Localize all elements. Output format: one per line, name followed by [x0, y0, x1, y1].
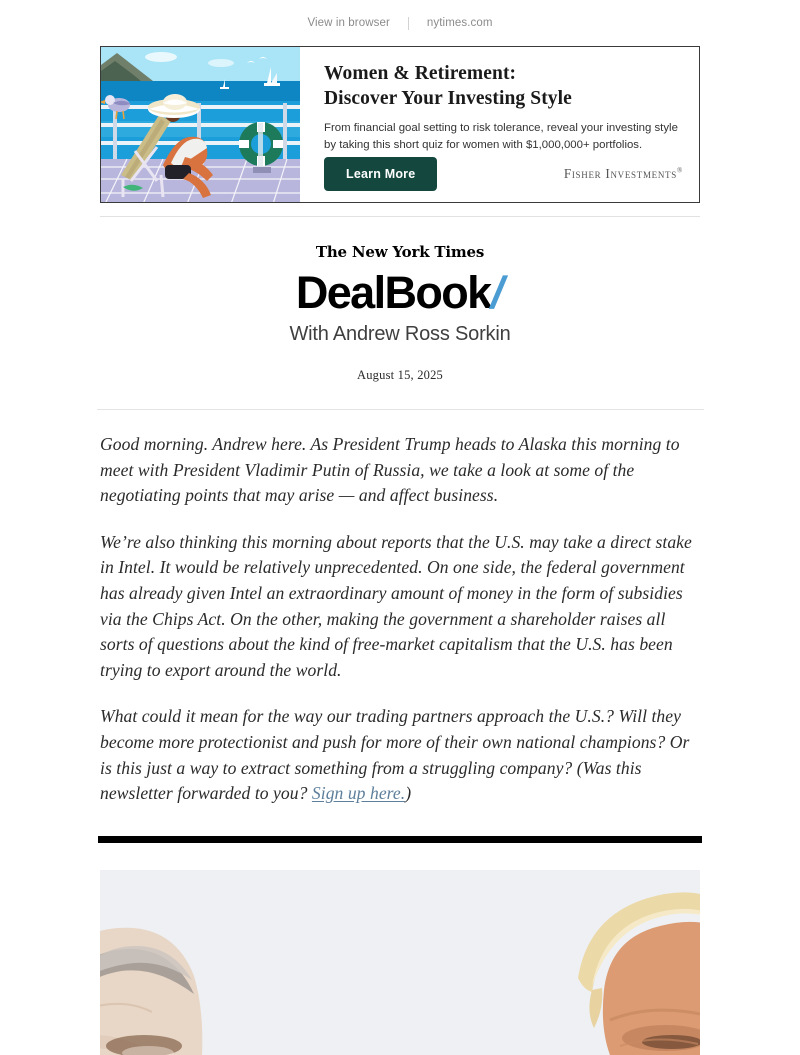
- nytimes-site-link[interactable]: nytimes.com: [426, 17, 493, 29]
- advertisement-headline-line2: Discover Your Investing Style: [324, 88, 572, 109]
- article-body: [100, 410, 700, 807]
- registered-mark-icon: ®: [676, 166, 683, 175]
- advertisement-headline: [324, 61, 683, 111]
- nyt-logo[interactable]: The New York Times: [315, 243, 485, 261]
- dealbook-slash-icon: /: [485, 267, 511, 318]
- advertisement-headline-line1: Women & Retirement:: [324, 63, 517, 84]
- dealbook-name: DealBook: [295, 267, 491, 318]
- view-in-browser-link[interactable]: View in browser: [307, 17, 390, 29]
- beach-illustration-icon: [101, 47, 300, 202]
- advertisement-footer: [324, 157, 683, 191]
- preheader-bar: [0, 0, 800, 46]
- fisher-investments-logo: [564, 166, 683, 182]
- issue-date: August 15, 2025: [357, 368, 443, 382]
- preheader-divider: [408, 17, 409, 30]
- sign-up-here-link[interactable]: Sign up here.: [311, 783, 406, 804]
- newsletter-byline: With Andrew Ross Sorkin: [289, 323, 511, 345]
- hero-photo[interactable]: [100, 870, 700, 1055]
- advertisement-illustration: [101, 47, 300, 202]
- advertisement-subtext: From financial goal setting to risk tolerance, reveal your investing style by taking this short quiz for women with $1,000,000+ portfolios.: [324, 122, 678, 151]
- newsletter-masthead: [100, 217, 700, 383]
- lede-paragraph-3-close: ): [405, 783, 412, 804]
- lede-paragraph-3-text: What could it mean for the way our trading partners approach the U.S.? Will they become more protectionist and push for more of their own national champions? Or is this just a way to extract something from a struggling company? (Was this newsletter forwarded to you?: [100, 706, 690, 804]
- sponsor-name: Fisher Investments: [563, 166, 677, 181]
- advertisement-banner[interactable]: [100, 46, 700, 203]
- section-divider-rule: [98, 836, 702, 843]
- lede-paragraph-2: We’re also thinking this morning about reports that the U.S. may take a direct stake in Intel. It would be relatively unprecedented. On one side, the federal government has already given Intel an extraordinary amount of money in the form of subsidies via the Chips Act. On the other, making the government a shareholder raises all sorts of questions about the kind of free-market capitalism that the U.S. has been trying to export around the world.: [100, 531, 692, 680]
- dealbook-wordmark[interactable]: [100, 267, 700, 318]
- learn-more-button[interactable]: Learn More: [324, 157, 437, 191]
- advertisement-content: [300, 47, 699, 202]
- lede-paragraph-1: Good morning. Andrew here. As President Trump heads to Alaska this morning to meet with President Vladimir Putin of Russia, we take a look at some of the negotiating points that may arise — and affect business.: [100, 434, 680, 506]
- putin-trump-photo-icon: [100, 870, 700, 1055]
- lede-paragraph-3: [100, 704, 700, 806]
